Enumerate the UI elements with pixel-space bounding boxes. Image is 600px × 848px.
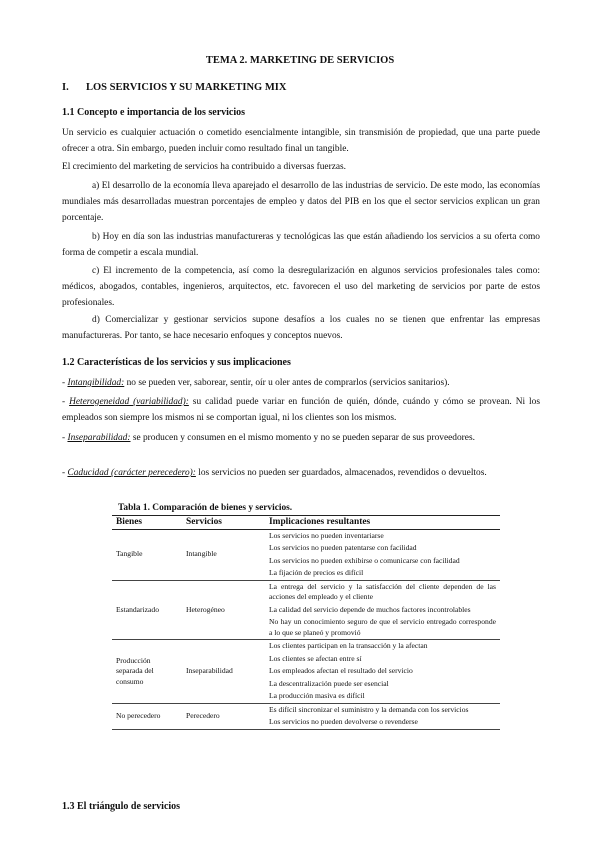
subsection-heading-1-3: 1.3 El triángulo de servicios <box>62 801 181 812</box>
characteristic-text: los servicios no pueden ser guardados, almacenados, revendidos o devueltos. <box>195 468 487 478</box>
cell-bienes: Tangible <box>112 529 182 580</box>
column-header-implicaciones: Implicaciones resultantes <box>265 516 500 530</box>
table-row <box>112 703 500 729</box>
implication: La fijación de precios es difícil <box>269 568 364 577</box>
characteristic-item: - Inseparabilidad: se producen y consumen en el mismo momento y no se pueden separar de sus proveedores. <box>62 433 475 443</box>
characteristic-term: Caducidad (carácter perecedero): <box>67 468 196 478</box>
implication: Los clientes se afectan entre sí <box>269 653 362 663</box>
characteristic-term: Inseparabilidad: <box>67 433 131 443</box>
cell-bienes: No perecedero <box>112 703 182 729</box>
characteristic-item: - Intangibilidad: no se pueden ver, saborear, sentir, oír u oler antes de comprarlos (servicios sanitarios). <box>62 378 450 388</box>
cell-implicaciones <box>265 640 500 704</box>
paragraph-growth-intro: El crecimiento del marketing de servicios ha contribuido a diversas fuerzas. <box>62 162 347 172</box>
implication: Los servicios no pueden devolverse o revenderse <box>269 717 418 726</box>
paragraph-force-d: d) Comercializar y gestionar servicios supone desafíos a los cuales no se tienen que enfrentar las empresas manufactureras. Por tanto, se hace necesario enfoques y conceptos nuevos. <box>62 315 540 341</box>
paragraph-force-a: a) El desarrollo de la economía lleva aparejado el desarrollo de las industrias de servicio. De este modo, las economías mundiales más desarrolladas muestran porcentajes de empleo y datos del PIB en los que el sector servicios explican un gran porcentaje. <box>62 181 540 223</box>
cell-servicios: Intangible <box>182 529 265 580</box>
column-header-servicios: Servicios <box>182 516 265 530</box>
subsection-heading-1-2: 1.2 Características de los servicios y sus implicaciones <box>62 357 291 368</box>
implication: Los servicios no pueden inventariarse <box>269 530 384 540</box>
implication: Es difícil sincronizar el suministro y la demanda con los servicios <box>269 704 469 714</box>
characteristic-text: se producen y consumen en el mismo momento y no se pueden separar de sus proveedores. <box>130 433 475 443</box>
paragraph-definition: Un servicio es cualquier actuación o cometido esencialmente intangible, sin transmisión de propiedad, que una parte puede ofrecer a otra. Sin embargo, pueden incluir como resultado final un tangible. <box>62 128 540 154</box>
page-title: TEMA 2. MARKETING DE SERVICIOS <box>205 55 395 66</box>
implication: La descentralización puede ser esencial <box>269 678 389 688</box>
characteristic-item: - Caducidad (carácter perecedero): los servicios no pueden ser guardados, almacenados, revendidos o devueltos. <box>62 468 487 478</box>
cell-bienes: Producción separada del consumo <box>112 640 182 704</box>
cell-implicaciones <box>265 703 500 729</box>
implication: Los servicios no pueden patentarse con facilidad <box>269 543 417 552</box>
table-caption: Tabla 1. Comparación de bienes y servicios. <box>118 503 293 513</box>
cell-servicios: Perecedero <box>182 703 265 729</box>
characteristic-term: Intangibilidad: <box>67 378 125 388</box>
cell-servicios: Inseparabilidad <box>182 640 265 704</box>
table-row <box>112 640 500 704</box>
section-label: LOS SERVICIOS Y SU MARKETING MIX <box>86 82 287 93</box>
characteristic-text: no se pueden ver, saborear, sentir, oír u oler antes de comprarlos (servicios sanitarios). <box>124 378 450 388</box>
section-number: I. <box>62 82 69 93</box>
column-header-bienes: Bienes <box>112 516 182 530</box>
characteristic-item: - Heterogeneidad (variabilidad): su calidad puede variar en función de quién, dónde, cuándo y cómo se provean. Ni los empleados son siempre los mismos ni se comportan igual, ni los clientes son los mismos. <box>62 397 540 423</box>
table-row <box>112 529 500 580</box>
implication: Los servicios no pueden exhibirse o comunicarse con facilidad <box>269 555 460 565</box>
implication: La calidad del servicio depende de muchos factores incontrolables <box>269 604 471 614</box>
cell-implicaciones <box>265 529 500 580</box>
section-heading <box>62 82 286 93</box>
implication: Los empleados afectan el resultado del servicio <box>269 666 413 675</box>
subsection-heading-1-1: 1.1 Concepto e importancia de los servicios <box>62 107 246 118</box>
cell-implicaciones <box>265 580 500 640</box>
implication: La entrega del servicio y la satisfacción del cliente dependen de las acciones del empleado y el cliente <box>269 581 496 601</box>
implication: Los clientes participan en la transacción y la afectan <box>269 641 428 650</box>
comparison-table <box>112 515 500 730</box>
paragraph-force-c: c) El incremento de la competencia, así como la desregularización en algunos servicios profesionales tales como: médicos, abogados, contables, ingenieros, arquitectos, etc. favorecen el uso del marketing de servicios por parte de estos profesionales. <box>62 266 540 308</box>
implication: La producción masiva es difícil <box>269 691 365 700</box>
implication: No hay un conocimiento seguro de que el servicio entregado corresponde a lo que se planeó y promovió <box>269 617 496 637</box>
table-row <box>112 580 500 640</box>
cell-bienes: Estandarizado <box>112 580 182 640</box>
characteristic-text: su calidad puede variar en función de quién, dónde, cuándo y cómo se provean. Ni los empleados son siempre los mismos ni se comportan igual, ni los clientes son los mismos. <box>62 397 540 423</box>
characteristic-term: Heterogeneidad (variabilidad): <box>69 397 189 407</box>
paragraph-force-b: b) Hoy en día son las industrias manufactureras y tecnológicas las que están añadiendo los servicios a su oferta como forma de competir a escala mundial. <box>62 232 540 258</box>
table-header-row <box>112 516 500 530</box>
cell-servicios: Heterogéneo <box>182 580 265 640</box>
